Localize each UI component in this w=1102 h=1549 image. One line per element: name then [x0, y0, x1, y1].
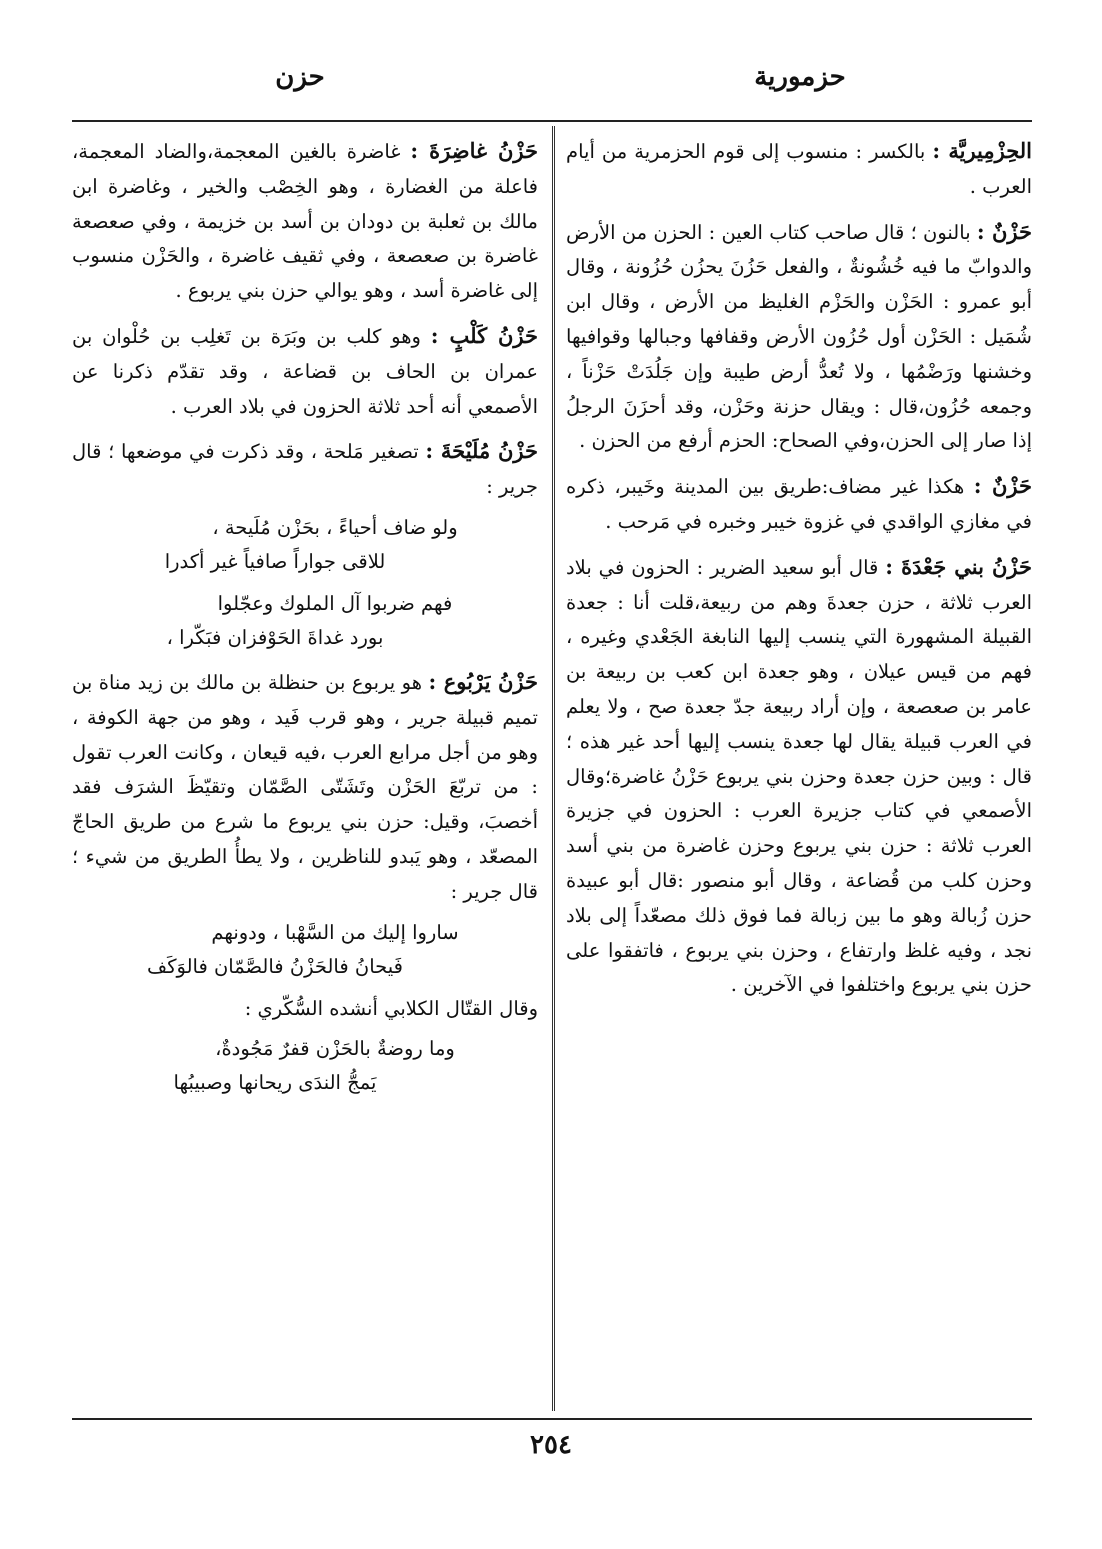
entry-text: قال أبو سعيد الضرير : الحزون في بلاد العرب ثلاثة ، حزن جعدةَ وهم من ربيعة،قلت أنا : جعدة القبيلة المشهورة التي ينسب إليها النابغة الجَعْدي وغيره ، فهم من قيس عيلان ، وهو جعدة ابن كعب بن ربيعة بن عامر بن صعصعة ، وإن أراد ربيعة جدّ جعدة صح ، ولا يعلم في العرب قبيلة يقال لها جعدة ينسب إليها أحد غير هذه ؛ قال : وبين حزن جعدة وحزن بني يربوع حَزْنُ غاضرة؛وقال الأصمعي في كتاب جزيرة العرب : الحزون في جزيرة العرب ثلاثة : حزن بني يربوع وحزن غاضرة من بني أسد وحزن كلب من قُضاعة ، وقال أبو منصور :قال أبو عبيدة حزن زُبالة وهو ما بين زبالة فما فوق ذلك مصعّداً إلى بلاد نجد ، وفيه غلظ وارتفاع ، وحزن بني يربوع ، فاتفقوا على حزن بني يربوع واختلفوا في الآخرين .: [566, 555, 1032, 997]
verse-line: للاقى جواراً صافياً غير أكدرا: [164, 549, 386, 573]
headword: حَزْنٌ :: [976, 218, 1032, 244]
headword: حَزْنُ بني جَعْدَةَ :: [885, 553, 1032, 579]
verse-line: ساروا إليك من السَّهْبا ، ودونهم: [211, 920, 459, 944]
entry-hazn-unannexed: [566, 469, 1032, 540]
top-rule: [72, 120, 1032, 122]
running-head-right: حزمورية: [754, 62, 846, 92]
verse-line: فَيحانُ فالحَزْنُ فالصَّمّان فالوَكَف: [147, 954, 403, 978]
column-divider: [552, 126, 555, 1411]
entry-text-continued: وقال القتّال الكلابي أنشده السُّكّري :: [244, 996, 538, 1020]
entry-hazn-bani-jada: [566, 550, 1032, 1003]
entry-text: هكذا غير مضاف:طريق بين المدينة وخَيبر، ذكره في مغازي الواقدي في غزوة خيبر وخبره في مَرحب .: [566, 475, 1032, 533]
verse: [72, 916, 538, 984]
verse: [72, 1032, 538, 1100]
verse: [72, 511, 538, 579]
verse-line: يَمجُّ الندَى ريحانها وصبيبُها: [173, 1071, 377, 1095]
entry-hazn: [566, 215, 1032, 460]
right-column: [566, 134, 1032, 1410]
verse-line: بورد غداةَ الحَوْفزان فبَكّرا ،: [166, 625, 384, 649]
verse-line: فهم ضربوا آل الملوك وعجّلوا: [217, 591, 453, 615]
verse-line: ولو ضاف أحياءً ، بحَزْن مُلَيحة ،: [212, 515, 458, 539]
headword: الحِزْمِيريَّة :: [932, 138, 1032, 163]
verse-line: وما روضةٌ بالحَزْن قفرٌ مَجُودةٌ،: [215, 1037, 455, 1061]
entry-text: هو يربوع بن حنظلة بن مالك بن زيد مناة بن تميم قبيلة جرير ، وهو قرب فَيد ، وهو من جهة الكوفة ، وهو من أجل مرابع العرب ،فيه قيعان ، وكانت العرب تقول : من تربّعَ الحَزْن وتَشَتّى الصَّمّان وتقيّظَ الشرَف فقد أخصبَ، وقيل: حزن بني يربوع ما شرع من طريق الحاجّ المصعّد ، وهو يَبدو للناظرين ، ولا يطأُ الطريق من شيء ؛ قال جرير :: [72, 670, 538, 903]
entry-hazn-mulayha: [72, 434, 538, 655]
entry-text: بالكسر : منسوب إلى قوم الحزمرية من أيام العرب .: [566, 140, 1032, 198]
entry-text: وهو كلب بن وبَرَة بن تَغلِب بن حُلْوان بن عمران بن الحاف بن قضاعة ، وقد تقدّم ذكرنا عن الأصمعي أنه أحد ثلاثة الحزون في بلاد العرب .: [72, 324, 538, 418]
headword: حَزْنُ غاضِرَةَ :: [410, 138, 538, 163]
running-head-left: حزن: [275, 62, 325, 92]
bottom-rule: [72, 1418, 1032, 1420]
entry-hizmiriyya: [566, 134, 1032, 205]
verse: [72, 587, 538, 655]
left-column: [72, 134, 538, 1410]
entry-hazn-kalb: [72, 319, 538, 424]
headword: حَزْنُ مُلَيْحَةَ :: [425, 438, 538, 464]
entry-text: غاضرة بالغين المعجمة،والضاد المعجمة، فاعلة من الغضارة ، وهو الخِصْب والخير ، وغاضرة ابن مالك بن ثعلبة بن دودان بن أسد بن خزيمة ، وفي صعصعة غاضرة بن صعصعة ، وفي ثقيف غاضرة ، والحَزْن منسوب إلى غاضرة أسد ، وهو يوالي حزن بني يربوع .: [72, 140, 538, 303]
entry-text: بالنون ؛ قال صاحب كتاب العين : الحزن من الأرض والدوابّ ما فيه خُشُونةٌ ، والفعل حَزُنَ يحزُن حُزُونة ، وقال أبو عمرو : الحَزْن والحَزْم الغليظ من الأرض ، وقال ابن شُمَيل : الحَزْن أول حُزُون الأرض وقفافها وجبالها وقوافيها وخشنها ورَضْمُها ، ولا تُعدُّ أرض طيبة وإن جَلُدَتْ حَزْناً ، وجمعه حُزُون،قال : ويقال حزنة وحَزْن، وقد أحزَنَ الرجلُ إذا صار إلى الحزن،وفي الصحاح: الحزم أرفع من الحزن .: [566, 220, 1032, 453]
page-number: ٢٥٤: [530, 1430, 572, 1460]
headword: حَزْنُ يَرْبُوع :: [428, 668, 538, 694]
entry-hazn-ghadira: [72, 134, 538, 309]
headword: حَزْنُ كَلْبٍ :: [430, 322, 538, 348]
entry-hazn-yarbu: [72, 665, 538, 1100]
entry-text: تصغير مَلحة ، وقد ذكرت في موضعها ؛ قال جرير :: [72, 440, 538, 499]
headword: حَزْنٌ :: [973, 473, 1032, 499]
